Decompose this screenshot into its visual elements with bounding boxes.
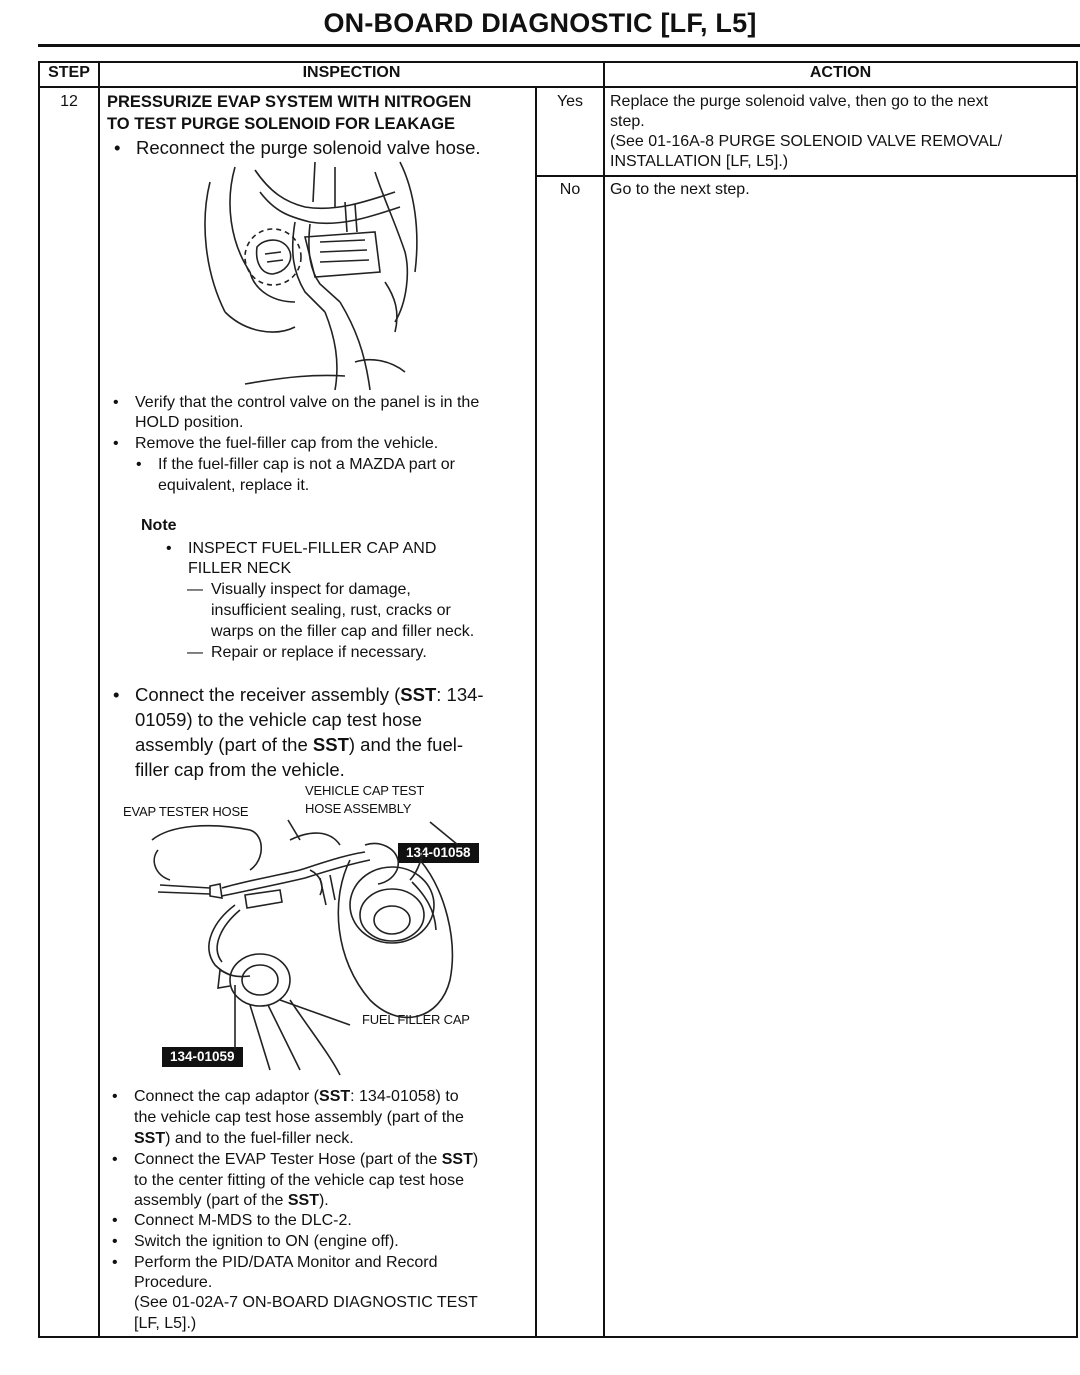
- note-dash-1-line-3: warps on the filler cap and filler neck.: [211, 623, 475, 640]
- bullet-receiver-line-4: filler cap from the vehicle.: [135, 759, 345, 780]
- title-rule: [38, 44, 1080, 47]
- bullet-reconnect: • Reconnect the purge solenoid valve hose.: [136, 135, 481, 160]
- bullet-mmds: • Connect M-MDS to the DLC-2.: [134, 1211, 352, 1232]
- page-title: ON-BOARD DIAGNOSTIC [LF, L5]: [323, 8, 757, 38]
- bullet-verify-1: • Verify that the control valve on the panel is in the: [135, 393, 479, 414]
- bullet-cap-adaptor: • Connect the cap adaptor (SST: 134-01058) to: [134, 1087, 459, 1108]
- header-step: STEP: [48, 64, 90, 81]
- bullet-pid-2: Procedure.: [134, 1274, 213, 1291]
- header-inspection: INSPECTION: [302, 64, 401, 81]
- part-tag-134-01059: 134-01059: [162, 1047, 243, 1067]
- inspection-heading-2: TO TEST PURGE SOLENOID FOR LEAKAGE: [107, 115, 456, 133]
- bullet-remove: • Remove the fuel-filler cap from the vehicle.: [135, 434, 438, 455]
- bullet-cap-adaptor-line-2: the vehicle cap test hose assembly (part of the: [134, 1109, 464, 1126]
- cap-test-diagram: [140, 800, 520, 1080]
- label-vehicle-cap-2: HOSE ASSEMBLY: [305, 801, 412, 816]
- bullet-evap-tester: • Connect the EVAP Tester Hose (part of the SST): [134, 1150, 478, 1171]
- bullet-receiver-line-3: assembly (part of the SST) and the fuel-: [135, 734, 464, 755]
- note-dash-1-line-1: — Visually inspect for damage,: [211, 580, 411, 601]
- label-fuel-filler-cap: FUEL FILLER CAP: [362, 1012, 470, 1027]
- bullet-verify-2: HOLD position.: [135, 414, 244, 431]
- label-vehicle-cap-1: VEHICLE CAP TEST: [305, 783, 425, 798]
- bullet-evap-tester-line-3: assembly (part of the SST).: [134, 1192, 329, 1209]
- action-yes-4: INSTALLATION [LF, L5].): [610, 153, 789, 170]
- bullet-receiver: • Connect the receiver assembly (SST: 134-: [135, 682, 484, 707]
- action-yes-1: Replace the purge solenoid valve, then go to the next: [610, 93, 989, 110]
- bullet-pid-4: [LF, L5].): [134, 1315, 197, 1332]
- note-dash-2: — Repair or replace if necessary.: [211, 643, 427, 664]
- inspection-heading-1: PRESSURIZE EVAP SYSTEM WITH NITROGEN: [107, 93, 472, 111]
- header-action: ACTION: [809, 64, 872, 81]
- label-evap-hose: EVAP TESTER HOSE: [123, 804, 249, 819]
- note-bullet-2: FILLER NECK: [188, 560, 292, 577]
- result-no: No: [559, 181, 581, 198]
- sub-bullet-mazda-1: • If the fuel-filler cap is not a MAZDA part or: [158, 455, 455, 476]
- action-yes-3: (See 01-16A-8 PURGE SOLENOID VALVE REMOVAL/: [610, 133, 1003, 150]
- note-label: Note: [141, 517, 177, 534]
- sub-bullet-mazda-2: equivalent, replace it.: [158, 477, 310, 494]
- action-no: Go to the next step.: [610, 181, 750, 198]
- purge-solenoid-diagram: [195, 162, 435, 392]
- action-yes-2: step.: [610, 113, 645, 130]
- bullet-receiver-line-2: 01059) to the vehicle cap test hose: [135, 709, 422, 730]
- bullet-pid-3: (See 01-02A-7 ON-BOARD DIAGNOSTIC TEST: [134, 1294, 478, 1311]
- note-bullet-1: • INSPECT FUEL-FILLER CAP AND: [188, 539, 436, 560]
- part-tag-134-01058: 134-01058: [398, 843, 479, 863]
- note-dash-1-line-2: insufficient sealing, rust, cracks or: [211, 602, 451, 619]
- bullet-cap-adaptor-line-3: SST) and to the fuel-filler neck.: [134, 1130, 354, 1147]
- result-yes: Yes: [556, 93, 584, 110]
- bullet-evap-tester-line-2: to the center fitting of the vehicle cap test hose: [134, 1172, 464, 1189]
- bullet-pid-1: • Perform the PID/DATA Monitor and Record: [134, 1253, 438, 1274]
- step-number: 12: [60, 93, 78, 110]
- bullet-ignition: • Switch the ignition to ON (engine off).: [134, 1232, 399, 1253]
